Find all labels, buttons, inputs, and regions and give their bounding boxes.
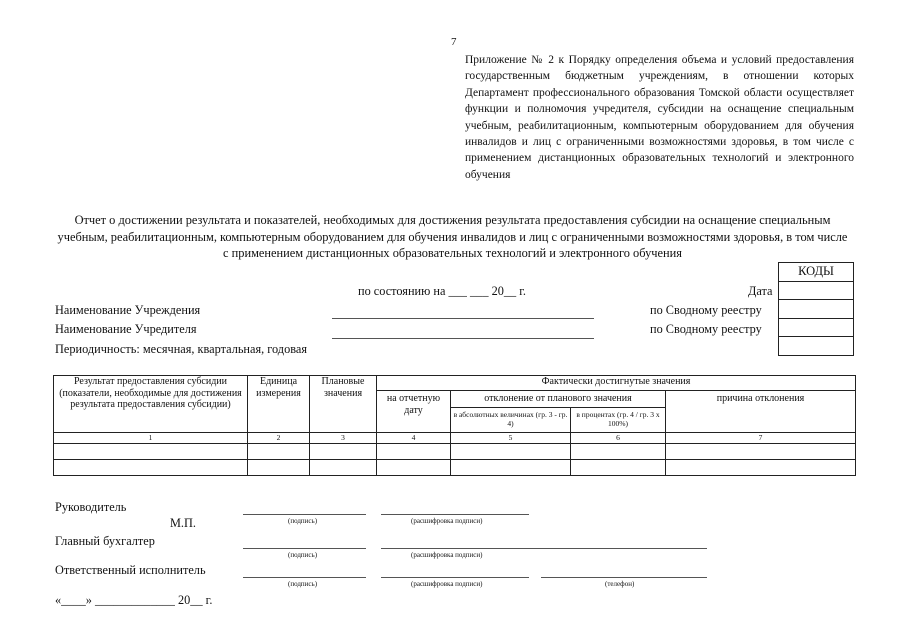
col-pct-header: в процентах (гр. 4 / гр. 3 х 100%) — [571, 408, 666, 433]
col-unit-header: Единица измерения — [248, 376, 310, 433]
col-number-4: 4 — [377, 433, 451, 444]
col-number-3: 3 — [310, 433, 377, 444]
as-of-blank-2[interactable]: ___ — [470, 284, 489, 298]
as-of-year[interactable]: 20__ — [491, 284, 517, 298]
executor-phone-caption: (телефон) — [605, 580, 635, 588]
head-decryption-line[interactable] — [381, 514, 529, 515]
table-cell[interactable] — [666, 444, 856, 460]
date-close-quote: » — [85, 593, 92, 607]
code-cell-institution[interactable] — [779, 300, 854, 319]
founder-input-line[interactable] — [332, 338, 594, 339]
executor-signature-line[interactable] — [243, 577, 366, 578]
col-actual-header: Фактически достигнутые значения — [377, 376, 856, 391]
page-number: 7 — [451, 36, 457, 48]
results-table — [53, 375, 856, 476]
institution-input-line[interactable] — [332, 318, 594, 319]
table-cell[interactable] — [451, 444, 571, 460]
col-result-header: Результат предоставления субсидии (показатели, необходимые для достижения результата предоставления субсидии) — [54, 376, 248, 433]
table-cell[interactable] — [571, 460, 666, 476]
col-number-1: 1 — [54, 433, 248, 444]
head-label: Руководитель — [55, 500, 127, 514]
col-deviation-header: отклонение от планового значения — [451, 391, 666, 408]
table-cell[interactable] — [310, 444, 377, 460]
table-cell[interactable] — [571, 444, 666, 460]
code-cell-founder[interactable] — [779, 318, 854, 337]
table-cell[interactable] — [310, 460, 377, 476]
head-signature-line[interactable] — [243, 514, 366, 515]
chief-accountant-label: Главный бухгалтер — [55, 534, 155, 548]
date-suffix: г. — [205, 593, 213, 607]
registry-label-1: по Сводному реестру — [650, 303, 762, 317]
date-year[interactable]: 20__ — [178, 593, 203, 607]
date-label: Дата — [748, 284, 773, 298]
date-open-quote: « — [55, 593, 62, 607]
executor-decryption-line[interactable] — [381, 577, 529, 578]
accountant-decryption-caption: (расшифровка подписи) — [411, 551, 483, 559]
appendix-note: Приложение № 2 к Порядку определения объема и условий предоставления государственным бюджетным учреждениям, в отношении которых Департамент профессионального образования Томской области осуществляет функции и полномочия учредителя, субсидии на оснащение специальным учебным, реабилитационным, компьютерным оборудованием для обучения инвалидов и лиц с ограниченными возможностями здоровья, в том числе с применением дистанционных образовательных технологий и электронного обучения — [465, 54, 854, 181]
col-reporting-date-header: на отчетную дату — [377, 391, 451, 433]
table-cell[interactable] — [248, 444, 310, 460]
col-number-2: 2 — [248, 433, 310, 444]
col-number-5: 5 — [451, 433, 571, 444]
col-planned-header: Плановые значения — [310, 376, 377, 433]
date-day-blank[interactable]: ____ — [61, 593, 86, 607]
table-cell[interactable] — [54, 460, 248, 476]
col-number-6: 6 — [571, 433, 666, 444]
table-cell[interactable] — [451, 460, 571, 476]
head-decryption-caption: (расшифровка подписи) — [411, 517, 483, 525]
executor-phone-line[interactable] — [541, 577, 707, 578]
founder-label: Наименование Учредителя — [55, 322, 197, 336]
col-number-7: 7 — [666, 433, 856, 444]
as-of-prefix: по состоянию на — [358, 284, 446, 298]
codes-box — [778, 262, 854, 356]
periodicity-label: Периодичность: месячная, квартальная, годовая — [55, 342, 307, 356]
head-signature-caption: (подпись) — [288, 517, 318, 525]
accountant-decryption-line[interactable] — [381, 548, 707, 549]
codes-header: КОДЫ — [779, 263, 854, 282]
as-of-line — [358, 284, 526, 299]
accountant-signature-caption: (подпись) — [288, 551, 318, 559]
accountant-signature-line[interactable] — [243, 548, 366, 549]
table-cell[interactable] — [666, 460, 856, 476]
date-month-blank[interactable]: _____________ — [94, 593, 175, 607]
as-of-blank-1[interactable]: ___ — [448, 284, 467, 298]
code-cell-date[interactable] — [779, 281, 854, 300]
stamp-label: М.П. — [170, 516, 196, 530]
table-cell[interactable] — [377, 444, 451, 460]
institution-label: Наименование Учреждения — [55, 303, 201, 317]
registry-label-2: по Сводному реестру — [650, 322, 762, 336]
report-title: Отчет о достижении результата и показателей, необходимых для достижения результата предоставления субсидии на оснащение специальным учебным, реабилитационным, компьютерным оборудованием для обучения инвалидов и лиц с ограниченными возможностями здоровья, в том числе с применением дистанционных образовательных технологий и электронного обучения — [57, 213, 848, 260]
code-cell-periodicity[interactable] — [779, 337, 854, 356]
table-cell[interactable] — [248, 460, 310, 476]
table-cell[interactable] — [377, 460, 451, 476]
table-row — [54, 444, 856, 460]
table-row — [54, 460, 856, 476]
as-of-suffix: г. — [519, 284, 526, 298]
signature-date — [55, 593, 212, 608]
col-reason-header: причина отклонения — [666, 391, 856, 433]
executor-label: Ответственный исполнитель — [55, 563, 206, 577]
table-cell[interactable] — [54, 444, 248, 460]
executor-decryption-caption: (расшифровка подписи) — [411, 580, 483, 588]
col-abs-header: в абсолютных величинах (гр. 3 - гр. 4) — [451, 408, 571, 433]
executor-signature-caption: (подпись) — [288, 580, 318, 588]
